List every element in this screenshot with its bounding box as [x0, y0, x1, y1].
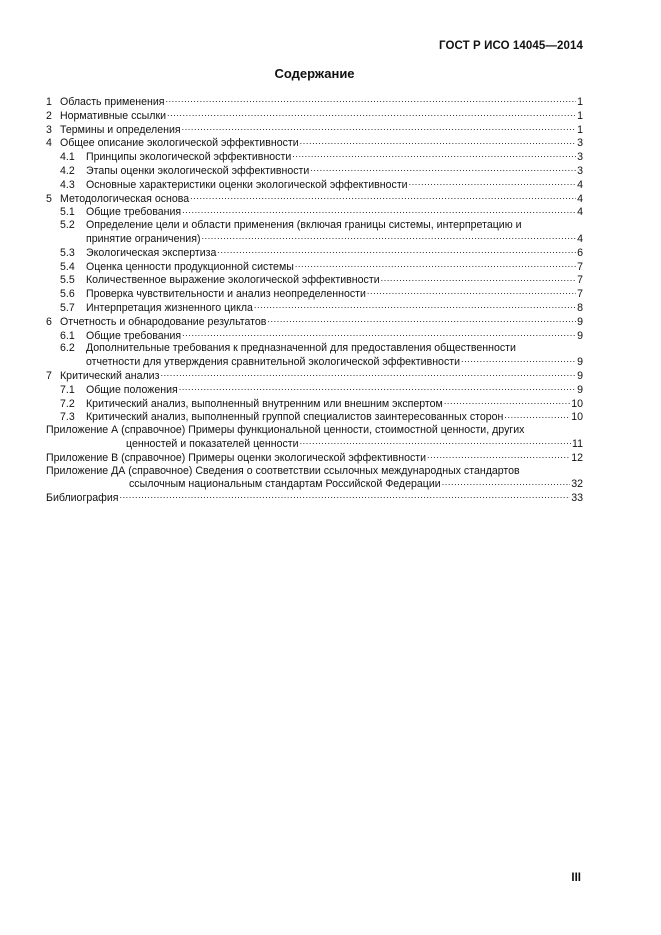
toc-title: Отчетность и обнародование результатов	[60, 315, 267, 328]
toc-entry-bibliography[interactable]	[46, 491, 583, 505]
dot-leader	[182, 123, 576, 133]
toc-number: 7.2	[60, 397, 75, 410]
toc-page: 9	[577, 356, 583, 369]
toc-title: Приложение В (справочное) Примеры оценки экологической эффективности	[46, 451, 427, 464]
dot-leader	[267, 315, 576, 325]
toc-entry[interactable]	[46, 301, 583, 315]
page-number: III	[571, 872, 581, 884]
toc-number: 3	[46, 123, 52, 136]
toc-page: 33	[571, 492, 583, 505]
dot-leader	[504, 410, 570, 420]
toc-title-line2: отчетности для утверждения сравнительной экологической эффективности	[86, 356, 461, 369]
toc-title: Количественное выражение экологической эффективности	[86, 274, 380, 287]
toc-title: Общие положения	[86, 383, 178, 396]
toc-number: 4	[46, 137, 52, 150]
toc-title: Библиография	[46, 492, 119, 505]
toc-number: 5.2	[60, 219, 75, 232]
dot-leader	[167, 109, 576, 119]
dot-leader	[182, 205, 576, 215]
toc-number: 2	[46, 109, 52, 122]
dot-leader	[179, 383, 576, 393]
toc-title: Нормативные ссылки	[60, 109, 167, 122]
toc-entry[interactable]	[46, 287, 583, 301]
toc-entry[interactable]	[46, 205, 583, 219]
toc-title: Основные характеристики оценки экологической эффективности	[86, 178, 408, 191]
toc-entry[interactable]	[46, 150, 583, 164]
toc-page: 12	[571, 451, 583, 464]
toc-entry[interactable]	[46, 219, 583, 246]
toc-entry[interactable]	[46, 397, 583, 411]
toc-page: 4	[577, 178, 583, 191]
toc-page: 1	[577, 96, 583, 108]
toc-page: 32	[571, 478, 583, 491]
dot-leader	[295, 260, 576, 270]
toc-entry[interactable]	[46, 342, 583, 369]
toc-title: Оценка ценности продукционной системы	[86, 260, 294, 273]
toc-title: Общие требования	[86, 329, 182, 342]
toc-title-line2: ценностей и показателей ценности	[126, 437, 299, 450]
dot-leader	[182, 329, 576, 339]
toc-page: 1	[577, 109, 583, 122]
toc-entry[interactable]	[46, 164, 583, 178]
toc-title: Экологическая экспертиза	[86, 246, 217, 259]
toc-number: 5.3	[60, 246, 75, 259]
toc-page: 9	[577, 315, 583, 328]
dot-leader	[310, 164, 576, 174]
toc-title: Принципы экологической эффективности	[86, 151, 292, 164]
toc-number: 1	[46, 96, 52, 108]
toc-entry[interactable]	[46, 315, 583, 329]
toc-title-line1: Приложение ДА (справочное) Сведения о соответствии ссылочных международных стандартов	[46, 464, 520, 477]
dot-leader	[300, 437, 571, 447]
toc-number: 4.1	[60, 151, 75, 164]
table-of-contents	[46, 95, 583, 505]
toc-number: 6.1	[60, 329, 75, 342]
toc-entry-appendix[interactable]	[46, 465, 583, 492]
toc-number: 5.6	[60, 288, 75, 301]
toc-title: Этапы оценки экологической эффективности	[86, 164, 310, 177]
toc-entry[interactable]	[46, 192, 583, 206]
toc-title: Общее описание экологической эффективности	[60, 137, 299, 150]
toc-title: Проверка чувствительности и анализ неопределенности	[86, 288, 366, 301]
dot-leader	[300, 136, 576, 146]
toc-page: 10	[571, 411, 583, 424]
dot-leader	[409, 178, 577, 188]
toc-entry[interactable]	[46, 109, 583, 123]
toc-page: 9	[577, 383, 583, 396]
toc-number: 5.5	[60, 274, 75, 287]
dot-leader	[202, 232, 577, 242]
toc-entry[interactable]	[46, 329, 583, 343]
dot-leader	[119, 491, 570, 501]
toc-title: Методологическая основа	[60, 192, 190, 205]
toc-number: 4.3	[60, 178, 75, 191]
toc-page: 4	[577, 192, 583, 205]
toc-number: 5.4	[60, 260, 75, 273]
toc-entry[interactable]	[46, 369, 583, 383]
dot-leader	[254, 301, 576, 311]
toc-page: 3	[577, 151, 583, 164]
toc-title: Критический анализ, выполненный внутренним или внешним экспертом	[86, 397, 443, 410]
dot-leader	[367, 287, 576, 297]
toc-entry[interactable]	[46, 383, 583, 397]
dot-leader	[160, 369, 576, 379]
toc-number: 5.1	[60, 206, 75, 219]
toc-title: Критический анализ, выполненный группой специалистов заинтересованных сторон	[86, 411, 504, 424]
toc-page: 7	[577, 260, 583, 273]
toc-page: 4	[577, 206, 583, 219]
toc-number: 5.7	[60, 301, 75, 314]
toc-number: 7.1	[60, 383, 75, 396]
dot-leader	[217, 246, 576, 256]
toc-page: 3	[577, 164, 583, 177]
toc-page: 7	[577, 288, 583, 301]
toc-page: 11	[572, 437, 583, 450]
toc-entry[interactable]	[46, 123, 583, 137]
toc-title-line1: Приложение А (справочное) Примеры функциональной ценности, стоимостной ценности, других	[46, 424, 525, 437]
toc-page: 3	[577, 137, 583, 150]
toc-page: 9	[577, 369, 583, 382]
toc-number: 6.2	[60, 342, 75, 355]
toc-title: Термины и определения	[60, 123, 181, 136]
toc-number: 4.2	[60, 164, 75, 177]
toc-entry[interactable]	[46, 260, 583, 274]
toc-title-line2: принятие ограничения)	[86, 232, 201, 245]
dot-leader	[444, 397, 570, 407]
toc-page: 4	[577, 232, 583, 245]
toc-title-line1: Дополнительные требования к предназначенной для предоставления общественности	[86, 342, 516, 355]
toc-entry[interactable]	[46, 410, 583, 424]
toc-entry[interactable]	[46, 136, 583, 150]
toc-title: Общие требования	[86, 206, 182, 219]
dot-leader	[165, 95, 576, 105]
toc-title-line2: ссылочным национальным стандартам Российской Федерации	[129, 478, 441, 491]
dot-leader	[381, 273, 576, 283]
toc-number: 6	[46, 315, 52, 328]
toc-entry[interactable]	[46, 95, 583, 109]
toc-entry-appendix[interactable]	[46, 424, 583, 451]
toc-page: 8	[577, 301, 583, 314]
toc-page: 6	[577, 246, 583, 259]
toc-title: Область применения	[60, 96, 165, 108]
toc-number: 5	[46, 192, 52, 205]
toc-title: Интерпретация жизненного цикла	[86, 301, 253, 314]
dot-leader	[461, 355, 576, 365]
toc-page: 7	[577, 274, 583, 287]
toc-entry[interactable]	[46, 178, 583, 192]
page-title: Содержание	[274, 66, 355, 81]
toc-entry[interactable]	[46, 246, 583, 260]
toc-number: 7	[46, 369, 52, 382]
toc-page: 10	[571, 397, 583, 410]
dot-leader	[427, 451, 570, 461]
toc-title-line1: Определение цели и области применения (включая границы системы, интерпретацию и	[86, 219, 522, 232]
dot-leader	[190, 192, 576, 202]
toc-page: 9	[577, 329, 583, 342]
toc-title: Критический анализ	[60, 369, 160, 382]
standard-header: ГОСТ Р ИСО 14045—2014	[438, 40, 583, 52]
toc-entry-appendix[interactable]	[46, 451, 583, 465]
dot-leader	[442, 477, 571, 487]
toc-page: 1	[577, 123, 583, 136]
toc-number: 7.3	[60, 411, 75, 424]
dot-leader	[292, 150, 576, 160]
toc-entry[interactable]	[46, 273, 583, 287]
